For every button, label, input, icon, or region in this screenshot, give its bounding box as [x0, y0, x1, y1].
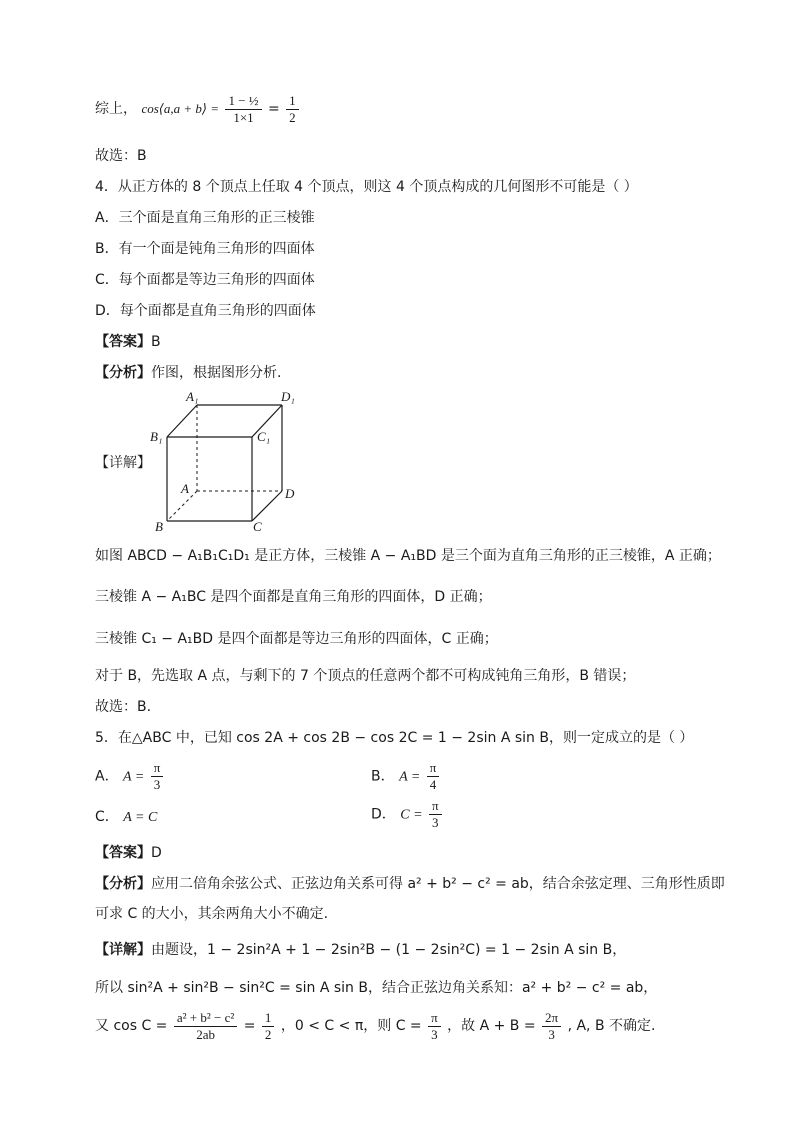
edge-c-d: [252, 491, 282, 521]
cos-fraction-num: 1 − ½: [225, 93, 261, 110]
q4-detail-line-3: 三棱锥 C₁ − A₁BD 是四个面都是等边三角形的四面体，C 正确；: [95, 631, 498, 647]
q5-detail-3-e: , A, B 不确定.: [567, 1018, 656, 1034]
label-c1: C₁: [257, 429, 271, 444]
q5-option-a-den: 3: [153, 777, 161, 792]
q5-answer-value: D: [151, 845, 162, 861]
q5-option-c-expr: A = C: [123, 810, 158, 825]
q5-option-d-lhs: C =: [400, 807, 423, 823]
q4-option-c: C．每个面都是等边三角形的四面体: [95, 272, 315, 288]
q4-analysis-text: 作图，根据图形分析.: [151, 365, 282, 381]
q5-detail-3-c-frac: [428, 1010, 441, 1043]
q5-detail-tag: 【详解】: [95, 942, 151, 958]
q4-answer: [95, 332, 161, 352]
cos-expression: cos⟨a,a + b⟩ =: [141, 101, 219, 116]
q5-detail-line-2: 所以 sin²A + sin²B − sin²C = sin A sin B，结合正弦边角关系知：a² + b² − c² = ab，: [95, 980, 658, 996]
label-d1: D₁: [281, 389, 295, 404]
q5-option-c-label: C．: [95, 809, 119, 825]
q4-option-a: A．三个面是直角三角形的正三棱锥: [95, 210, 315, 226]
q5-detail-3-half-num: 1: [262, 1010, 275, 1027]
q4-analysis: [95, 363, 281, 383]
q5-detail-3-cos-den: 2ab: [196, 1026, 215, 1042]
label-b1: B₁: [150, 429, 163, 444]
label-a: A: [181, 481, 189, 496]
summary-prefix: 综上，: [95, 101, 137, 117]
q5-analysis-text-1: 应用二倍角余弦公式、正弦边角关系可得 a² + b² − c² = ab，结合余弦定理、三角形性质即: [151, 876, 725, 892]
q5-detail-line-1: [95, 940, 626, 960]
q5-option-d-frac: [429, 798, 442, 831]
cos-result-den: 2: [289, 109, 296, 125]
cos-equals: =: [267, 101, 280, 117]
q5-option-d-den: 3: [432, 815, 439, 830]
q5-stem: 5．在△ABC 中，已知 cos 2A + cos 2B − cos 2C = 1 − 2sin A sin B，则一定成立的是（ ）: [95, 730, 694, 746]
q5-option-a-num: π: [151, 760, 164, 777]
q5-option-c: [95, 806, 157, 826]
q5-option-d-num: π: [429, 798, 442, 815]
cos-result: [286, 93, 299, 126]
q5-detail-3-c: ，0 < C < π，则 C =: [280, 1018, 422, 1034]
q4-detail-line-5: 故选：B.: [95, 699, 152, 715]
label-c: C: [253, 519, 262, 534]
q4-answer-value: B: [151, 334, 161, 350]
cube-figure: [145, 385, 305, 535]
prev-choice: 故选：B: [95, 148, 147, 164]
q5-detail-3-c-num: π: [428, 1010, 441, 1027]
q5-option-a-label: A．: [95, 768, 119, 785]
label-a1: A₁: [186, 389, 199, 404]
q5-option-b-frac: [427, 760, 440, 793]
cos-fraction: [225, 93, 261, 126]
q5-detail-line-3: [95, 1008, 655, 1044]
q4-stem: 4．从正方体的 8 个顶点上任取 4 个顶点，则这 4 个顶点构成的几何图形不可能是（ ）: [95, 179, 638, 195]
q5-analysis-line-2: 可求 C 的大小，其余两角大小不确定.: [95, 906, 329, 922]
cos-result-num: 1: [286, 93, 299, 110]
q5-detail-3-c-den: 3: [431, 1026, 438, 1042]
q5-detail-3-half-den: 2: [264, 1026, 272, 1042]
q5-answer-tag: 【答案】: [95, 845, 151, 861]
q4-detail-line-2: 三棱锥 A − A₁BC 是四个面都是直角三角形的四面体，D 正确；: [95, 589, 492, 605]
q4-analysis-tag: 【分析】: [95, 365, 151, 381]
q4-detail-line-1: 如图 ABCD − A₁B₁C₁D₁ 是正方体，三棱锥 A − A₁BD 是三个面为直角三角形的正三棱锥，A 正确；: [95, 548, 721, 564]
q4-option-b: B．有一个面是钝角三角形的四面体: [95, 241, 315, 257]
q5-analysis: [95, 874, 725, 894]
q5-answer: [95, 843, 162, 863]
edge-b1-a1: [167, 405, 197, 437]
q5-option-b-lhs: A =: [399, 769, 421, 785]
q5-detail-3-half: [262, 1010, 275, 1043]
q5-option-a-lhs: A =: [123, 769, 145, 785]
q5-option-b-num: π: [427, 760, 440, 777]
q4-detail-line-4: 对于 B，先选取 A 点，与剩下的 7 个顶点的任意两个都不可构成钝角三角形，B 错误；: [95, 668, 636, 684]
q5-option-b-label: B．: [371, 768, 395, 785]
q5-detail-3-cos-frac: [174, 1010, 237, 1043]
q5-detail-3-cos-num: a² + b² − c²: [174, 1010, 237, 1027]
q5-option-a-frac: [151, 760, 164, 793]
q4-answer-tag: 【答案】: [95, 334, 151, 350]
q5-detail-3-d-den: 3: [548, 1026, 555, 1042]
label-d: D: [285, 486, 295, 501]
q5-detail-3-d-num: 2π: [542, 1010, 561, 1027]
q4-option-d: D．每个面都是直角三角形的四面体: [95, 303, 316, 319]
summary-line: [95, 92, 301, 126]
q5-detail-3-a: 又 cos C =: [95, 1018, 168, 1034]
q5-detail-3-d: ，故 A + B =: [447, 1018, 536, 1034]
q5-option-b-den: 4: [429, 777, 437, 792]
label-b: B: [155, 519, 163, 534]
q4-detail-tag: 【详解】: [95, 455, 151, 471]
cos-fraction-den: 1×1: [233, 109, 254, 125]
q5-detail-3-b: =: [243, 1018, 256, 1034]
q5-analysis-tag: 【分析】: [95, 876, 151, 892]
q5-option-b: [371, 760, 441, 793]
q5-detail-text-1: 由题设，1 − 2sin²A + 1 − 2sin²B − (1 − 2sin²C) = 1 − 2sin A sin B，: [151, 942, 627, 958]
q5-detail-3-d-frac: [542, 1010, 561, 1043]
q5-option-d: [371, 798, 444, 831]
q5-option-a: [95, 760, 165, 793]
q5-option-d-label: D．: [371, 806, 396, 823]
